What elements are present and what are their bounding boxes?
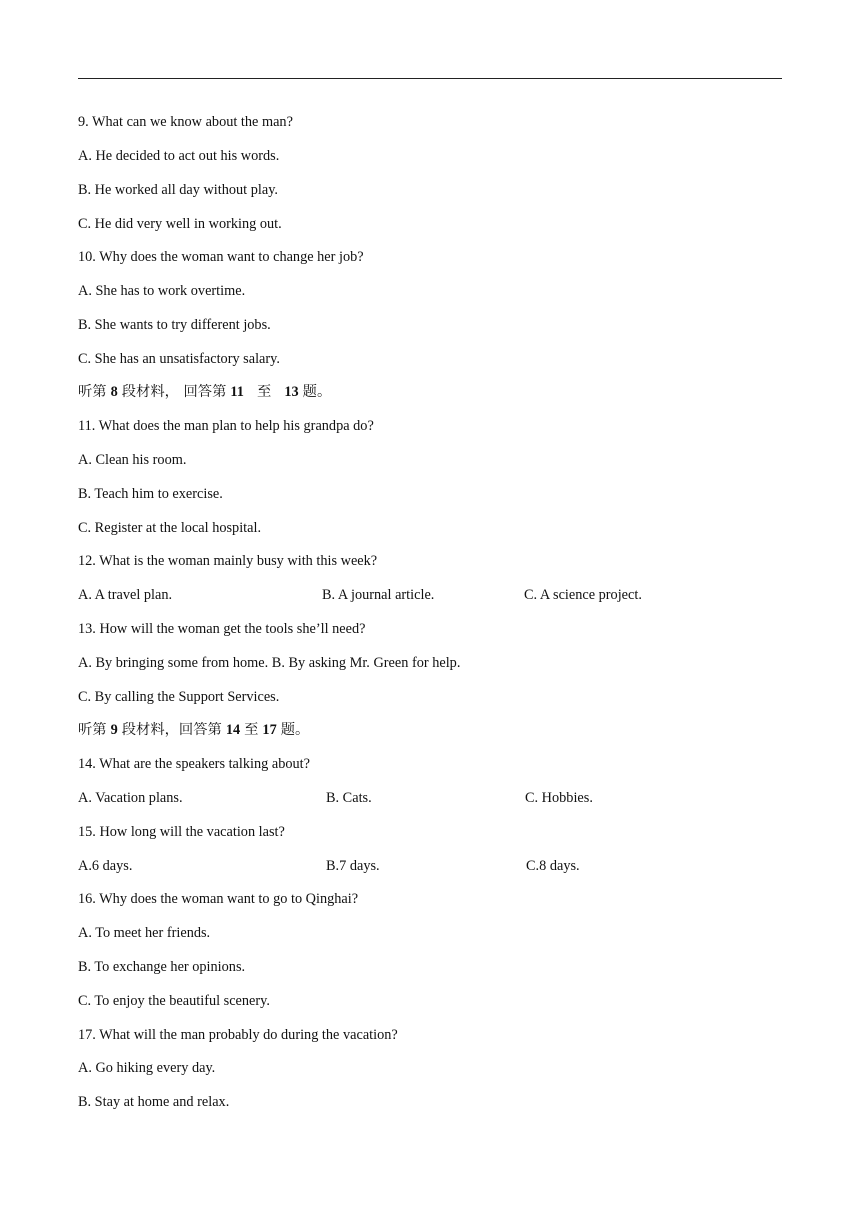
section-8-text-2: 段材料， [121, 384, 179, 400]
question-15-option-b: B.7 days. [326, 858, 380, 874]
question-17-option-b: B. Stay at home and relax. [78, 1094, 230, 1110]
section-9-text-1: 听第 [78, 722, 107, 738]
question-14-stem: 14. What are the speakers talking about? [78, 756, 310, 772]
section-8-number: 8 [110, 384, 118, 400]
section-9-start-question: 14 [225, 722, 241, 738]
section-8-start-question: 11 [230, 384, 244, 400]
question-9-option-b: B. He worked all day without play. [78, 182, 278, 198]
question-9-option-a: A. He decided to act out his words. [78, 148, 280, 164]
question-14-option-c: C. Hobbies. [525, 790, 593, 806]
question-16-option-c: C. To enjoy the beautiful scenery. [78, 993, 270, 1009]
question-16-option-a: A. To meet her friends. [78, 925, 211, 941]
question-11-option-b: B. Teach him to exercise. [78, 486, 223, 502]
question-10-option-b: B. She wants to try different jobs. [78, 317, 271, 333]
section-9-end-question: 17 [262, 722, 277, 738]
question-14-options [78, 789, 782, 807]
section-9-text-4: 题。 [280, 722, 310, 738]
question-15-option-a: A.6 days. [78, 858, 133, 874]
question-11-option-a: A. Clean his room. [78, 452, 187, 468]
question-13-stem: 13. How will the woman get the tools she’ll need? [78, 621, 366, 637]
question-12-option-b: B. A journal article. [322, 587, 435, 603]
question-15-option-c: C.8 days. [526, 858, 580, 874]
question-12-stem: 12. What is the woman mainly busy with this week? [78, 553, 378, 569]
question-15-options [78, 857, 782, 875]
question-9-option-c: C. He did very well in working out. [78, 216, 282, 232]
question-9-stem: 9. What can we know about the man? [78, 114, 293, 130]
question-14-option-b: B. Cats. [326, 790, 372, 806]
section-8-text-3: 回答第 [183, 384, 227, 400]
question-11-stem: 11. What does the man plan to help his grandpa do? [78, 418, 374, 434]
section-8-instruction [78, 383, 331, 401]
section-9-number: 9 [110, 722, 118, 738]
question-12-option-a: A. A travel plan. [78, 587, 173, 603]
section-9-text-3: 至 [244, 722, 259, 738]
section-8-text-4: 至 [256, 384, 272, 400]
question-15-stem: 15. How long will the vacation last? [78, 824, 285, 840]
section-8-text-1: 听第 [78, 384, 107, 400]
section-8-end-question: 13 [284, 384, 299, 400]
question-16-stem: 16. Why does the woman want to go to Qinghai? [78, 891, 359, 907]
header-rule [78, 78, 782, 79]
question-17-option-a: A. Go hiking every day. [78, 1060, 216, 1076]
section-8-text-5: 题。 [302, 384, 332, 400]
question-16-option-b: B. To exchange her opinions. [78, 959, 246, 975]
question-10-option-c: C. She has an unsatisfactory salary. [78, 351, 280, 367]
question-13-options-ab: A. By bringing some from home. B. By asking Mr. Green for help. [78, 655, 461, 671]
question-10-option-a: A. She has to work overtime. [78, 283, 246, 299]
question-13-option-c: C. By calling the Support Services. [78, 689, 280, 705]
question-14-option-a: A. Vacation plans. [78, 790, 183, 806]
question-10-stem: 10. Why does the woman want to change her job? [78, 249, 364, 265]
question-17-stem: 17. What will the man probably do during the vacation? [78, 1027, 398, 1043]
question-12-options [78, 586, 782, 604]
section-9-text-2: 段材料，回答第 [121, 722, 222, 738]
question-11-option-c: C. Register at the local hospital. [78, 520, 262, 536]
question-12-option-c: C. A science project. [524, 587, 642, 603]
section-9-instruction [78, 721, 309, 739]
